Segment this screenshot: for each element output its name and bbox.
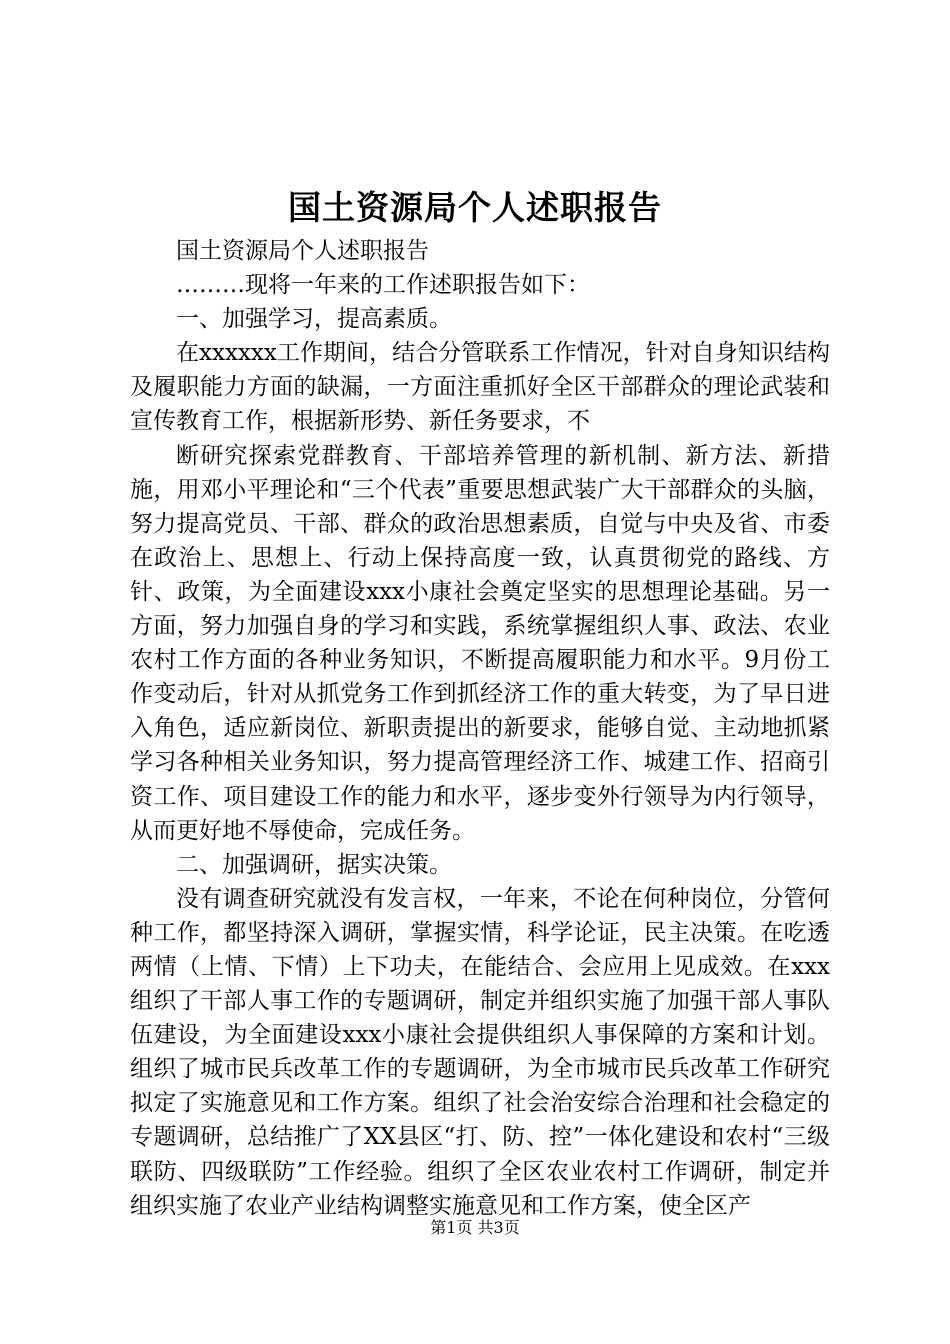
document-title: 国土资源局个人述职报告 bbox=[288, 188, 662, 227]
page-footer: 第1页 共3页 bbox=[430, 1218, 520, 1237]
body-paragraph: 国土资源局个人述职报告 bbox=[176, 238, 429, 264]
section-heading: 二、加强调研，据实决策。 bbox=[176, 851, 452, 878]
body-paragraph: 在xxxxxx工作期间，结合分管联系工作情况，针对自身知识结构及履职能力方面的缺漏，一方面注重抓好全区干部群众的理论武装和宣传教育工作，根据新形势、新任务要求，不 bbox=[130, 340, 830, 435]
document-body bbox=[130, 234, 830, 1223]
body-paragraph: 断研究探索党群教育、干部培养管理的新机制、新方法、新措施，用邓小平理论和“三个代表”重要思想武装广大干部群众的头脑，努力提高党员、干部、群众的政治思想素质，自觉与中央及省、市委在政治上、思想上、行动上保持高度一致，认真贯彻党的路线、方针、政策，为全面建设xxx小康社会奠定坚实的思想理论基础。另一方面，努力加强自身的学习和实践，系统掌握组织人事、政法、农业农村工作方面的各种业务知识，不断提高履职能力和水平。9月份工作变动后，针对从抓党务工作到抓经济工作的重大转变，为了早日进入角色，适应新岗位、新职责提出的新要求，能够自觉、主动地抓紧学习各种相关业务知识，努力提高管理经济工作、城建工作、招商引资工作、项目建设工作的能力和水平，逐步变外行领导为内行领导，从而更好地不辱使命，完成任务。 bbox=[130, 442, 830, 844]
body-paragraph: ………现将一年来的工作述职报告如下： bbox=[176, 272, 590, 299]
body-paragraph: 没有调查研究就没有发言权，一年来，不论在何种岗位，分管何种工作，都坚持深入调研，掌握实情，科学论证，民主决策。在吃透两情（上情、下情）上下功夫，在能结合、会应用上见成效。在xxx组织了干部人事工作的专题调研，制定并组织实施了加强干部人事队伍建设，为全面建设xxx小康社会提供组织人事保障的方案和计划。组织了城市民兵改革工作的专题调研，为全市城市民兵改革工作研究拟定了实施意见和工作方案。组织了社会治安综合治理和社会稳定的专题调研，总结推广了XX县区“打、防、控”一体化建设和农村“三级联防、四级联防”工作经验。组织了全区农业农村工作调研，制定并组织实施了农业产业结构调整实施意见和工作方案，使全区产 bbox=[130, 885, 830, 1219]
section-heading: 一、加强学习，提高素质。 bbox=[176, 306, 452, 333]
